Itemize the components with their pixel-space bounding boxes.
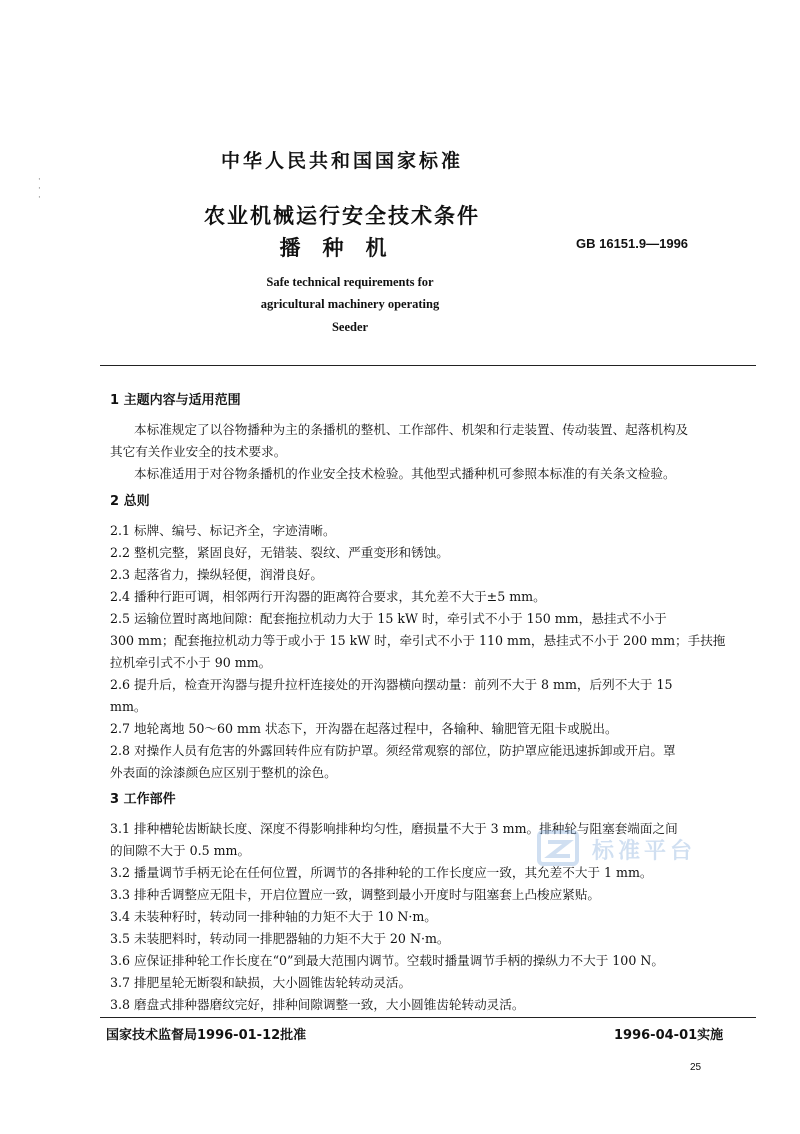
paragraph-line: 本标准适用于对谷物条播机的作业安全技术检验。其他型式播种机可参照本标准的有关条文检验。	[134, 466, 676, 481]
document-subtitle: 播种机	[279, 236, 409, 260]
paragraph-line: 3.2 播量调节手柄无论在任何位置，所调节的各排种轮的工作长度应一致，其允差不大于 1 mm。	[110, 865, 653, 880]
watermark-logo-icon	[536, 828, 582, 868]
paragraph-line: mm。	[110, 699, 147, 714]
implementation-date: 1996-04-01实施	[614, 1028, 724, 1043]
paragraph-line: 2.1 标牌、编号、标记齐全，字迹清晰。	[110, 523, 336, 538]
document-title: 农业机械运行安全技术条件	[204, 204, 480, 228]
paragraph-line: 3.6 应保证排种轮工作长度在“0”到最大范围内调节。空载时播量调节手柄的操纵力不大于 100 N。	[110, 953, 664, 968]
paragraph-line: 的间隙不大于 0.5 mm。	[110, 843, 251, 858]
paragraph-line: 2.5 运输位置时离地间隙：配套拖拉机动力大于 15 kW 时，牵引式不小于 150 mm，悬挂式不小于	[110, 611, 667, 626]
paragraph-line: 3.8 磨盘式排种器磨纹完好，排种间隙调整一致，大小圆锥齿轮转动灵活。	[110, 997, 525, 1012]
english-title-line: Seeder	[331, 320, 369, 334]
section-heading: 2 总则	[110, 494, 150, 509]
section-heading: 3 工作部件	[110, 792, 176, 807]
watermark	[536, 828, 732, 868]
paragraph-line: 本标准规定了以谷物播种为主的条播机的整机、工作部件、机架和行走装置、传动装置、起落机构及	[134, 422, 689, 437]
paragraph-line: 3.7 排肥星轮无断裂和缺损，大小圆锥齿轮转动灵活。	[110, 975, 412, 990]
scan-artifact: · · ·	[38, 175, 41, 203]
english-title-line: agricultural machinery operating	[260, 297, 440, 311]
paragraph-line: 3.4 未装种籽时，转动同一排种轴的力矩不大于 10 N·m。	[110, 909, 437, 924]
paragraph-line: 2.6 提升后，检查开沟器与提升拉杆连接处的开沟器横向摆动量：前列不大于 8 mm，后列不大于 15	[110, 677, 673, 692]
paragraph-line: 2.3 起落省力，操纵轻便，润滑良好。	[110, 567, 323, 582]
approval-date: 国家技术监督局1996-01-12批准	[106, 1028, 307, 1043]
paragraph-line: 300 mm；配套拖拉机动力等于或小于 15 kW 时，牵引式不小于 110 mm，悬挂式不小于 200 mm；手扶拖	[110, 633, 726, 648]
page-number: 25	[690, 1062, 702, 1073]
paragraph-line: 拉机牵引式不小于 90 mm。	[110, 655, 272, 670]
paragraph-line: 3.3 排种舌调整应无阻卡，开启位置应一致，调整到最小开度时与阻塞套上凸梭应紧贴。	[110, 887, 601, 902]
paragraph-line: 其它有关作业安全的技术要求。	[110, 444, 287, 459]
paragraph-line: 2.2 整机完整，紧固良好，无错装、裂纹、严重变形和锈蚀。	[110, 545, 449, 560]
english-title-line: Safe technical requirements for	[266, 275, 434, 289]
watermark-text: 标准平台	[592, 839, 697, 864]
paragraph-line: 2.7 地轮离地 50～60 mm 状态下，开沟器在起落过程中，各输种、输肥管无阻卡或脱出。	[110, 721, 618, 736]
footer-divider	[100, 1017, 756, 1018]
paragraph-line: 3.1 排种槽轮齿断缺长度、深度不得影响排种均匀性，磨损量不大于 3 mm。排种轮与阻塞套端面之间	[110, 821, 678, 836]
paragraph-line: 外表面的涂漆颜色应区别于整机的涂色。	[110, 765, 337, 780]
standard-org-title: 中华人民共和国国家标准	[220, 150, 463, 172]
paragraph-line: 2.4 播种行距可调，相邻两行开沟器的距离符合要求，其允差不大于±5 mm。	[110, 589, 546, 604]
standard-code: GB 16151.9—1996	[576, 236, 689, 251]
header-divider	[100, 365, 756, 366]
section-heading: 1 主题内容与适用范围	[110, 393, 241, 408]
paragraph-line: 3.5 未装肥料时，转动同一排肥器轴的力矩不大于 20 N·m。	[110, 931, 450, 946]
paragraph-line: 2.8 对操作人员有危害的外露回转件应有防护罩。须经常观察的部位，防护罩应能迅速拆卸或开启。罩	[110, 743, 676, 758]
